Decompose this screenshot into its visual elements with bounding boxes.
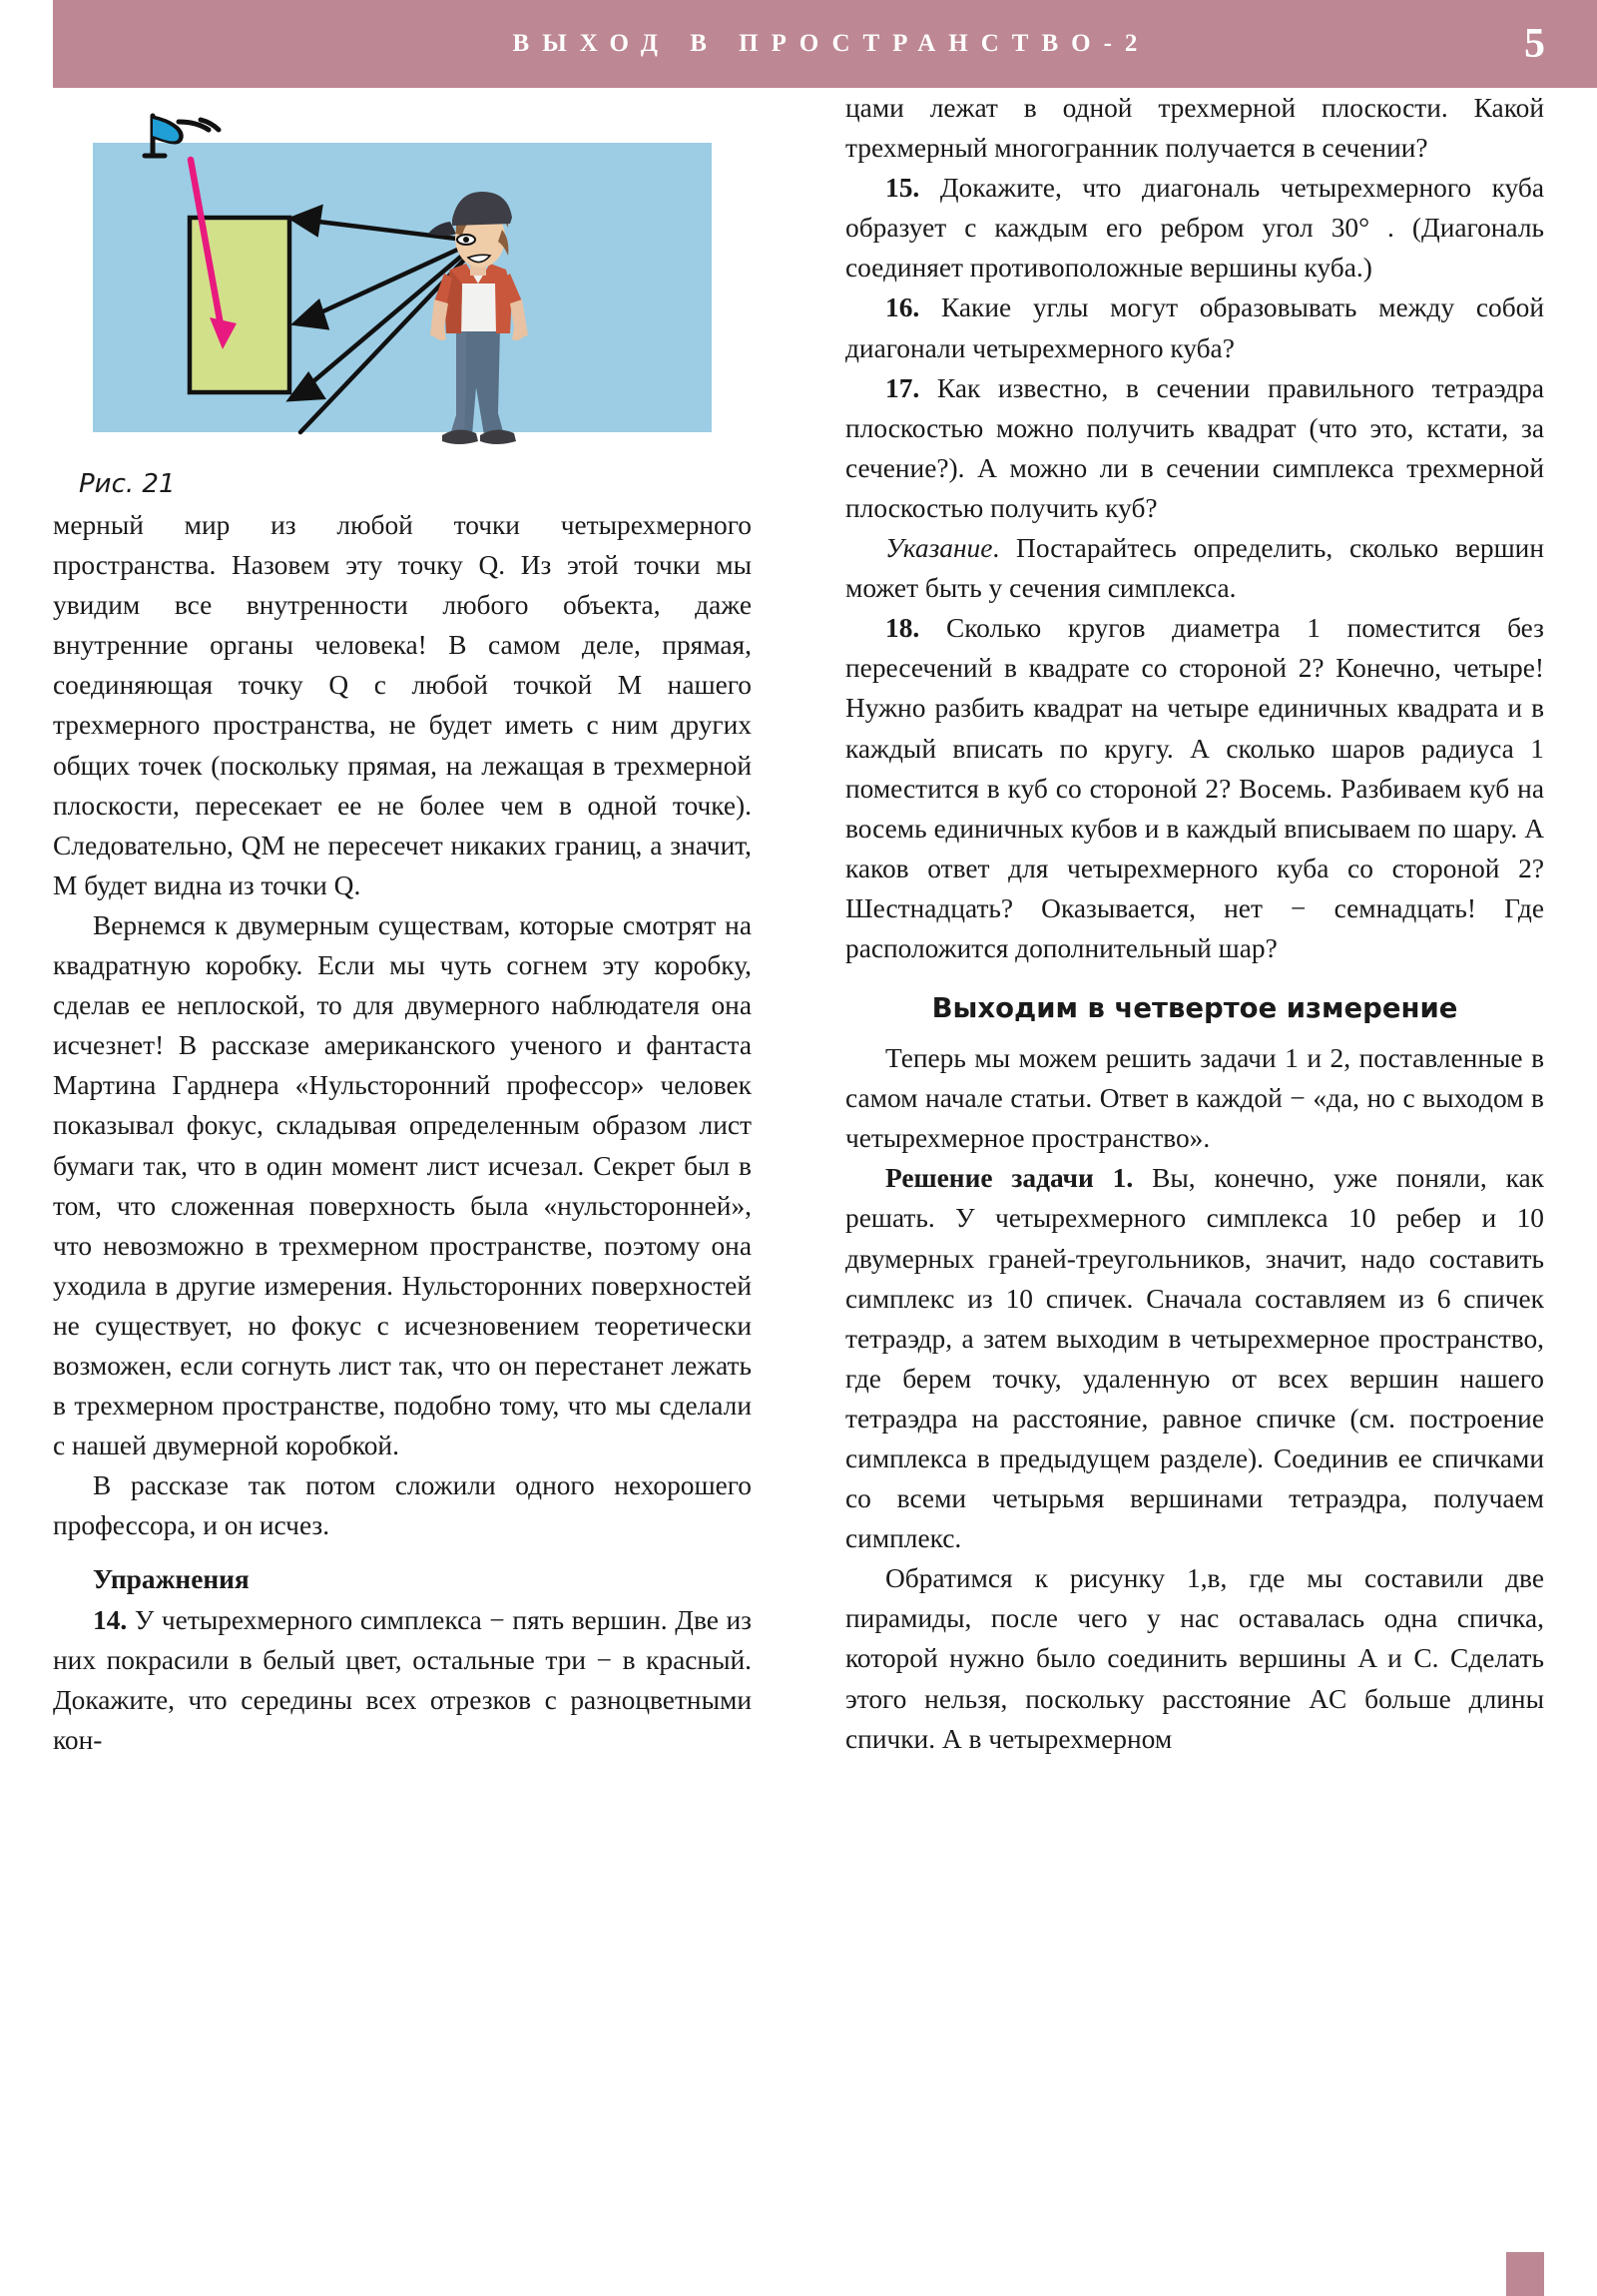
figure-illustration xyxy=(53,88,752,467)
exercises-heading: Упражнения xyxy=(93,1564,250,1595)
page-header-title: ВЫХОД В ПРОСТРАНСТВО-2 xyxy=(512,30,1151,57)
exercise-number-15: 15. xyxy=(885,173,920,204)
hint-label: Указание xyxy=(885,533,993,564)
paragraph-2d-beings: Вернемся к двумерным существам, которые смотрят на квадратную коробку. Если мы чуть согнем эту коробку, сделав ее неплоской, то для двумерного наблюдателя она исчезнет! В рассказе американского ученого и фантаста Мартина Гарднера «Нульсторонний профессор» человек показывал фокус, складывая определенным образом лист бумаги так, что в один момент лист исчезал. Секрет был в том, что сложенная поверхность была «нульсторонней», что невозможно в трехмерном пространстве, поэтому она уходила в другие измерения. Нульсторонних поверхностей не существует, но фокус с исчезновением теоретически возможен, если согнуть лист так, что он перестанет лежать в трехмерном пространстве, подобно тому, что мы сделали с нашей двумерной коробкой. xyxy=(53,909,752,1461)
exercise-item-15 xyxy=(845,168,1544,287)
exercise-number-16: 16. xyxy=(885,292,920,323)
paragraph-professor: В рассказе так потом сложили одного нехорошего профессора, и он исчез. xyxy=(53,1470,752,1541)
exercise-text-14: У четырехмерного симплекса − пять вершин. Две из них покрасили в белый цвет, остальные три − в красный. Докажите, что середины всех отрезков с разноцветными кон- xyxy=(53,1604,752,1755)
exercise-number-14: 14. xyxy=(93,1604,128,1635)
figure-stage xyxy=(53,88,752,467)
corner-marker xyxy=(1506,2252,1544,2296)
paragraph-now-we-can-solve: Теперь мы можем решить задачи 1 и 2, поставленные в самом начале статьи. Ответ в каждой − «да, но с выходом в четырехмерное пространство». xyxy=(845,1043,1544,1154)
left-column xyxy=(53,88,752,2296)
exercise-item-14 xyxy=(53,1600,752,1760)
solution-text: Вы, конечно, уже поняли, как решать. У четырехмерного симплекса 10 ребер и 10 двумерных граней-треугольников, значит, надо составить симплекс из 10 спичек. Сначала составляем из 6 спичек тетраэдр, а затем выходим в четырехмерное пространство, где берем точку, удаленную от всех вершин нашего тетраэдра на расстояние, равное спичке (см. построение симплекса в предыдущем разделе). Соединив ее спичками со всеми четырьмя вершинами тетраэдра, получаем симплекс. xyxy=(845,1163,1544,1554)
person-illustration xyxy=(428,192,528,447)
hint-text: . Постарайтесь определить, сколько вершин может быть у сечения симплекса. xyxy=(845,533,1544,604)
exercise-number-17: 17. xyxy=(885,372,920,403)
page-body xyxy=(53,88,1544,2296)
figure-caption: Рис. 21 xyxy=(79,469,176,499)
exercise-text-17: Как известно, в сечении правильного тетраэдра плоскостью можно получить квадрат (что это, кстати, за сечение?). А можно ли в сечении симплекса трехмерной плоскостью получить куб? xyxy=(845,372,1544,523)
section-heading-fourth-dimension: Выходим в четвертое измерение xyxy=(931,992,1458,1025)
paragraph-final: Обратимся к рисунку 1,в, где мы составили две пирамиды, после чего у нас оставалась одна спичка, которой нужно было соединить вершины A и C. Сделать этого нельзя, поскольку расстояние AC больше длины спички. А в четырехмерном xyxy=(845,1563,1544,1754)
page-header-band xyxy=(53,0,1597,88)
exercise-text-15: Докажите, что диагональ четырехмерного куба образует с каждым его ребром угол 30° . (Диагональ соединяет противоположные вершины куба.) xyxy=(845,173,1544,284)
exercise-item-17 xyxy=(845,368,1544,528)
paragraph-continued: мерный мир из любой точки четырехмерного пространства. Назовем эту точку Q. Из этой точки мы увидим все внутренности любого объекта, даже внутренние органы человека! В самом деле, прямая, соединяющая точку Q с любой точкой M нашего трехмерного пространства, не будет иметь с ним других общих точек (поскольку прямая, на лежащая в трехмерной плоскости, пересекает ее не более чем в одной точке). Следовательно, QM не пересечет никаких границ, а значит, M будет видна из точки Q. xyxy=(53,510,752,900)
hint-paragraph xyxy=(845,528,1544,608)
solution-label: Решение задачи 1. xyxy=(885,1163,1134,1194)
figure-21 xyxy=(53,88,752,499)
exercise-text-18: Сколько кругов диаметра 1 поместится без пересечений в квадрате со стороной 2? Конечно, четыре! Нужно разбить квадрат на четыре единичных квадрата и в каждый вписать по кругу. А сколько шаров радиуса 1 поместится в куб со стороной 2? Восемь. Разбиваем куб на восемь единичных кубов и в каждый вписываем по шару. А каков ответ для четырехмерного куба со стороной 2? Шестнадцать? Оказывается, нет − семнадцать! Где расположится дополнительный шар? xyxy=(845,613,1544,963)
page-number: 5 xyxy=(1524,21,1545,67)
solution-paragraph xyxy=(845,1158,1544,1558)
exercise-number-18: 18. xyxy=(885,613,920,644)
exercise-text-16: Какие углы могут образовывать между собой диагонали четырехмерного куба? xyxy=(845,292,1544,363)
right-column xyxy=(845,88,1544,2296)
paragraph-continued-right: цами лежат в одной трехмерной плоскости. Какой трехмерный многогранник получается в сечении? xyxy=(845,93,1544,164)
exercise-item-16 xyxy=(845,287,1544,367)
exercise-item-18 xyxy=(845,608,1544,968)
